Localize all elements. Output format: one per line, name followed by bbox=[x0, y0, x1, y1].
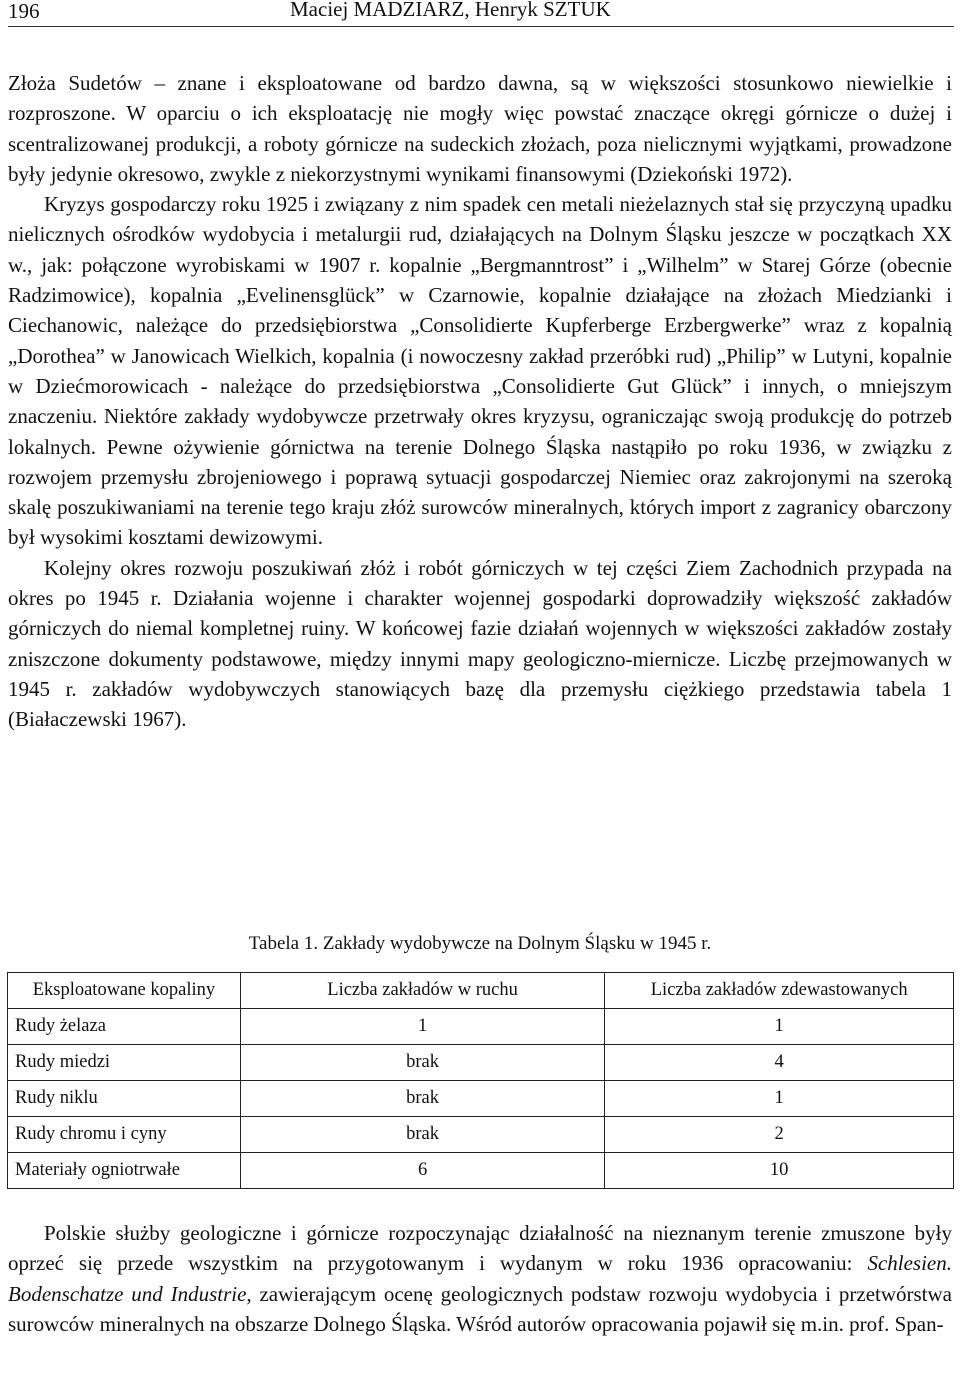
table-cell: Materiały ogniotrwałe bbox=[8, 1153, 241, 1189]
page-header bbox=[8, 0, 954, 27]
paragraph-2: Kryzys gospodarczy roku 1925 i związany z nim spadek cen metali nieżelaznych stał się przyczyną upadku nielicznych ośrodków wydobycia i metalurgii rud, działających na Dolnym Śląsku jeszcze w początkach XX w., jak: połączone wyrobiskami w 1907 r. kopalnie „Bergmanntrost” i „Wilhelm” w Starej Górze (obecnie Radzimowice), kopalnia „Evelinensglück” w Czarnowie, kopalnie działające na złożach Miedzianki i Ciechanowic, należące do przedsiębiorstwa „Consolidierte Kupferberge Erzbergwerke” wraz z kopalnią „Dorothea” w Janowicach Wielkich, kopalnia (i nowoczesny zakład przeróbki rud) „Philip” w Lutyni, kopalnie w Dziećmorowicach - należące do przedsiębiorstwa „Consolidierte Gut Glück” i innych, o mniejszym znaczeniu. Niektóre zakłady wydobywcze przetrwały okres kryzysu, ograniczając swoją produkcję do potrzeb lokalnych. Pewne ożywienie górnictwa na terenie Dolnego Śląska nastąpiło po roku 1936, w związku z rozwojem przemysłu zbrojeniowego i poprawą sytuacji gospodarczej Niemiec oraz zakrojonymi na szeroką skalę poszukiwaniami na terenie tego kraju złóż surowców mineralnych, których import z zagranicy obarczony był wysokimi kosztami dewizowymi. bbox=[8, 192, 952, 550]
table-row bbox=[8, 1117, 954, 1153]
paragraph-3: Kolejny okres rozwoju poszukiwań złóż i robót górniczych w tej części Ziem Zachodnich przypada na okres po 1945 r. Działania wojenne i charakter wojennej gospodarki doprowadziły większość zakładów górniczych do niemal kompletnej ruiny. W końcowej fazie działań wojennych w większości zakładów zostały zniszczone dokumenty podstawowe, między innymi mapy geologiczno-miernicze. Liczbę przejmowanych w 1945 r. zakładów wydobywczych stanowiących bazę dla przemysłu ciężkiego przedstawia tabela 1 (Białaczewski 1967). bbox=[8, 555, 952, 732]
table-cell: Rudy niklu bbox=[8, 1081, 241, 1117]
page-number: 196 bbox=[8, 0, 40, 23]
table-cell: brak bbox=[240, 1045, 605, 1081]
table-row bbox=[8, 1045, 954, 1081]
table-cell: Rudy chromu i cyny bbox=[8, 1117, 241, 1153]
table-header-cell: Liczba zakładów zdewastowanych bbox=[605, 973, 954, 1009]
table-header-cell: Eksploatowane kopaliny bbox=[8, 973, 241, 1009]
table-cell: brak bbox=[240, 1081, 605, 1117]
paragraph-4-text-start: Polskie służby geologiczne i górnicze rozpoczynając działalność na nieznanym terenie zmuszone były oprzeć się przede wszystkim na przygotowanym i wydanym w roku 1936 opracowaniu: bbox=[8, 1221, 952, 1276]
table-header-row bbox=[8, 973, 954, 1009]
table-cell: Rudy żelaza bbox=[8, 1009, 241, 1045]
table-header-cell: Liczba zakładów w ruchu bbox=[240, 973, 605, 1009]
cited-work-title: Schlesien. Bodenschatze und Industrie bbox=[8, 1251, 952, 1306]
paragraph-1: Złoża Sudetów – znane i eksploatowane od bardzo dawna, są w większości stosunkowo niewielkie i rozproszone. W oparciu o ich eksploatację nie mogły więc powstać znaczące okręgi górnicze o dużej i scentralizowanej produkcji, a roboty górnicze na sudeckich złożach, poza nielicznymi wyjątkami, prowadzone były jedynie okresowo, zwykle z niekorzystnymi wynikami finansowymi (Dziekoński 1972). bbox=[8, 71, 952, 186]
table-cell: brak bbox=[240, 1117, 605, 1153]
running-head-authors: Maciej MADZIARZ, Henryk SZTUK bbox=[290, 0, 611, 21]
table-cell: 6 bbox=[240, 1153, 605, 1189]
data-table bbox=[7, 972, 954, 1189]
paragraph-4-text-end: , zawierającym ocenę geologicznych podstaw rozwoju wydobycia i przetwórstwa surowców mineralnych na obszarze Dolnego Śląska. Wśród autorów opracowania pojawił się m.in. prof. Span- bbox=[8, 1281, 952, 1336]
table-cell: Rudy miedzi bbox=[8, 1045, 241, 1081]
table-cell: 4 bbox=[605, 1045, 954, 1081]
body-text-bottom bbox=[8, 1218, 952, 1339]
table-caption: Tabela 1. Zakłady wydobywcze na Dolnym Śląsku w 1945 r. bbox=[248, 933, 712, 954]
table-cell: 10 bbox=[605, 1153, 954, 1189]
table-row bbox=[8, 1081, 954, 1117]
table-row bbox=[8, 1153, 954, 1189]
table-cell: 2 bbox=[605, 1117, 954, 1153]
body-text-top bbox=[8, 68, 952, 735]
table-cell: 1 bbox=[240, 1009, 605, 1045]
table-cell: 1 bbox=[605, 1009, 954, 1045]
table-cell: 1 bbox=[605, 1081, 954, 1117]
paragraph-4 bbox=[8, 1218, 952, 1339]
table-row bbox=[8, 1009, 954, 1045]
